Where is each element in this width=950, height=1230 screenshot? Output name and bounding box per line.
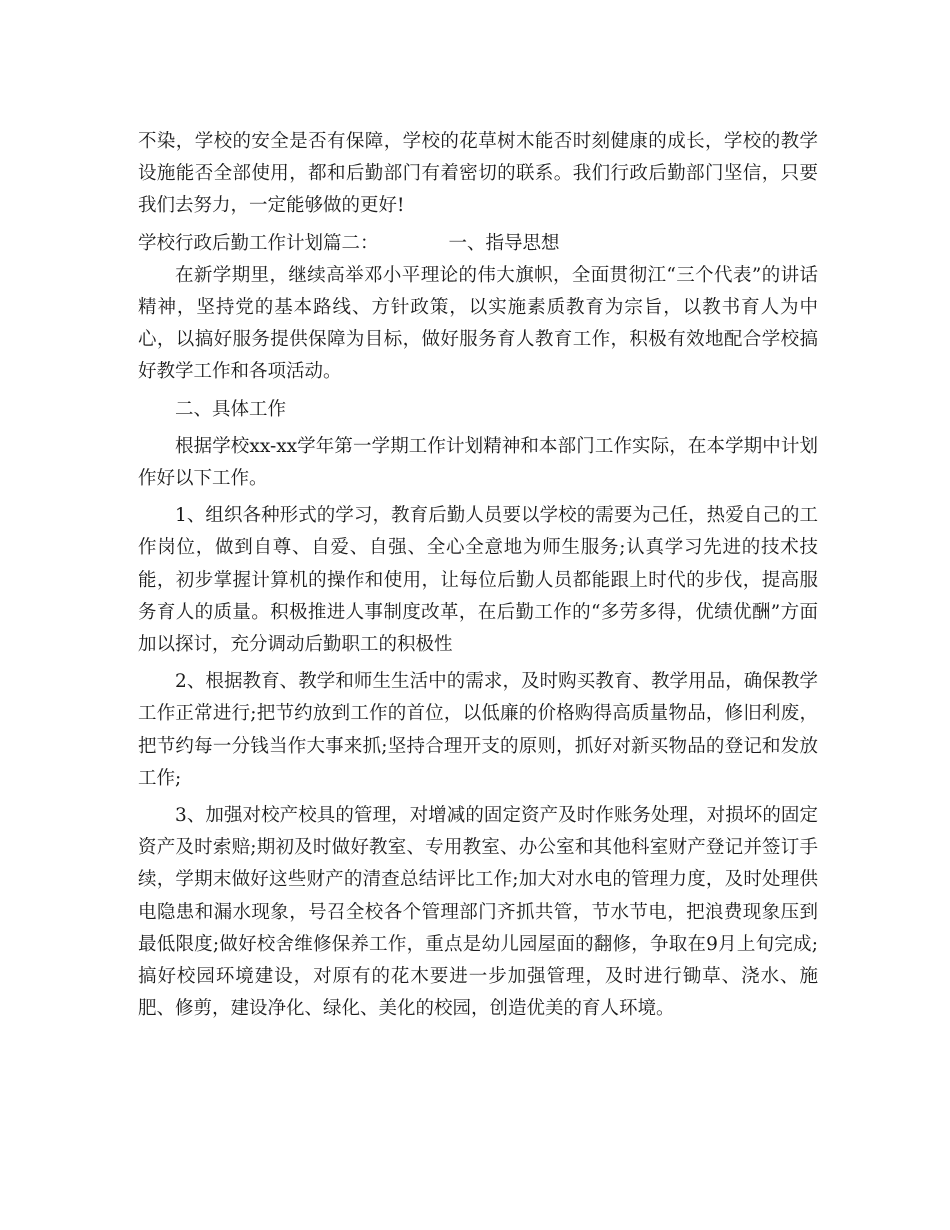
work-item-3: 3、加强对校产校具的管理，对增减的固定资产及时作账务处理，对损坏的固定资产及时索赔;期初及时做好教室、专用教室、办公室和其他科室财产登记并签订手续，学期末做好这些财产的清查总结评比工作;加大对水电的管理力度，及时处理供电隐患和漏水现象，号召全校各个管理部门齐抓共管，节水节电，把浪费现象压到最低限度;做好校舍维修保养工作，重点是幼儿园屋面的翻修，争取在9月上旬完成;搞好校园环境建设，对原有的花木要进一步加强管理，及时进行锄草、浇水、施肥、修剪，建设净化、绿化、美化的校园，创造优美的育人环境。 bbox=[138, 805, 818, 1020]
work-item-2: 2、根据教育、教学和师生生活中的需求，及时购买教育、教学用品，确保教学工作正常进行;把节约放到工作的首位，以低廉的价格购得高质量物品，修旧利废，把节约每一分钱当作大事来抓;坚持合理开支的原则，抓好对新买物品的登记和发放工作; bbox=[138, 671, 818, 789]
heading-specific-work: 二、具体工作 bbox=[175, 398, 287, 420]
section-heading-line bbox=[138, 228, 818, 260]
work-intro-paragraph: 根据学校xx-xx学年第一学期工作计划精神和本部门工作实际，在本学期中计划作好以下工作。 bbox=[138, 435, 818, 490]
work-item-1: 1、组织各种形式的学习，教育后勤人员要以学校的需要为己任，热爱自己的工作岗位，做到自尊、自爱、自强、全心全意地为师生服务;认真学习先进的技术技能，初步掌握计算机的操作和使用，让每位后勤人员都能跟上时代的步伐，提高服务育人的质量。积极推进人事制度改革，在后勤工作的“多劳多得，优绩优酬”方面加以探讨，充分调动后勤职工的积极性 bbox=[138, 505, 818, 656]
guiding-thought-paragraph: 在新学期里，继续高举邓小平理论的伟大旗帜，全面贯彻江“三个代表”的讲话精神，坚持党的基本路线、方针政策，以实施素质教育为宗旨，以教书育人为中心，以搞好服务提供保障为目标，做好服务育人教育工作，积极有效地配合学校搞好教学工作和各项活动。 bbox=[138, 264, 818, 383]
heading-guiding-thought: 一、指导思想 bbox=[448, 232, 560, 254]
intro-continuation-paragraph: 不染，学校的安全是否有保障，学校的花草树木能否时刻健康的成长，学校的教学设施能否全部使用，都和后勤部门有着密切的联系。我们行政后勤部门坚信，只要我们去努力，一定能够做的更好! bbox=[138, 131, 818, 217]
document-body bbox=[138, 126, 818, 1025]
section-title: 学校行政后勤工作计划篇二： bbox=[138, 232, 379, 254]
